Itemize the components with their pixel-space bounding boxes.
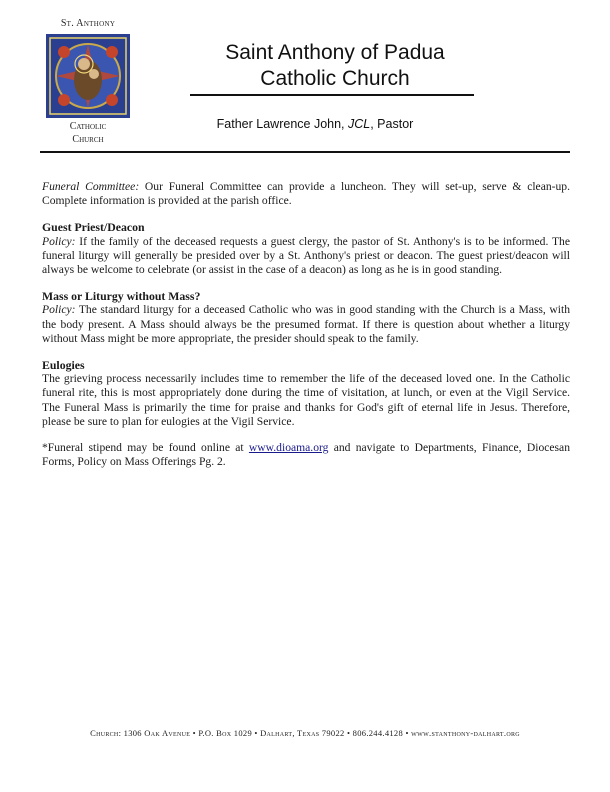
logo-bottom-text <box>36 120 140 146</box>
note-after: and navigate to Departments, Finance, Diocesan Forms, Policy on Mass Offerings Pg. 2. <box>42 441 570 469</box>
church-name <box>180 40 490 92</box>
pastor-title: , Pastor <box>370 117 414 131</box>
section-body <box>42 303 570 346</box>
section-mass-or-liturgy <box>42 289 570 346</box>
section-text: The grieving process necessarily includes time to remember the life of the deceased loved one. In the Catholic funeral rite, this is most appropriately done during the time of visitation, at lunch, or even at the Vigil Service. The Funeral Mass is primarily the time for praise and thanks for God's gift of eternal life in Jesus. Therefore, please be sure to plan for eulogies at the Vigil Service. <box>42 372 570 428</box>
church-logo <box>36 18 140 148</box>
policy-label: Policy: <box>42 303 76 317</box>
logo-bottom-line1: Catholic <box>69 121 107 132</box>
title-divider <box>190 94 474 96</box>
document-body <box>42 180 570 481</box>
logo-bottom-line2: Church <box>72 134 104 145</box>
section-heading: Eulogies <box>42 358 85 373</box>
church-name-line1: Saint Anthony of Padua <box>225 41 445 64</box>
section-eulogies <box>42 358 570 429</box>
pastor-name: Father Lawrence John, <box>216 117 348 131</box>
dioama-link[interactable]: www.dioama.org <box>248 441 329 455</box>
policy-label: Policy: <box>42 234 76 248</box>
pastor-degree: JCL <box>348 117 371 131</box>
intro-paragraph <box>42 180 570 208</box>
intro-text: Our Funeral Committee can provide a luncheon. They will set-up, serve & clean-up. Complete information is provided at the parish office. <box>42 180 571 208</box>
section-heading: Guest Priest/Deacon <box>42 220 145 235</box>
section-text: If the family of the deceased requests a guest clergy, the pastor of St. Anthony's is to be informed. The funeral liturgy will generally be presided over by a St. Anthony's priest or deacon. The guest priest/deacon will always be welcome to celebrate (or assist in the case of a deacon) as long as he is in good standing. <box>42 234 570 277</box>
header-divider <box>40 151 570 153</box>
section-guest-priest <box>42 220 570 277</box>
logo-top-text: St. Anthony <box>60 18 116 29</box>
note-before: *Funeral stipend may be found online at <box>42 441 249 455</box>
section-body <box>42 235 570 278</box>
section-text: The standard liturgy for a deceased Catholic who was in good standing with the Church is a Mass, with the body present. A Mass should always be the presumed format. If there is question about whether a liturgy without Mass might be more appropriate, the presider should speak to the family. <box>42 303 570 345</box>
church-name-line2: Catholic Church <box>260 67 410 90</box>
stipend-note <box>42 441 570 469</box>
stained-glass-image <box>46 34 130 118</box>
pastor-line <box>150 117 480 131</box>
section-heading: Mass or Liturgy without Mass? <box>42 289 201 304</box>
intro-lead: Funeral Committee: <box>42 180 140 193</box>
footer-address: Church: 1306 Oak Avenue • P.O. Box 1029 • Dalhart, Texas 79022 • 806.244.4128 • www.stanthony-dalhart.org <box>90 728 520 738</box>
